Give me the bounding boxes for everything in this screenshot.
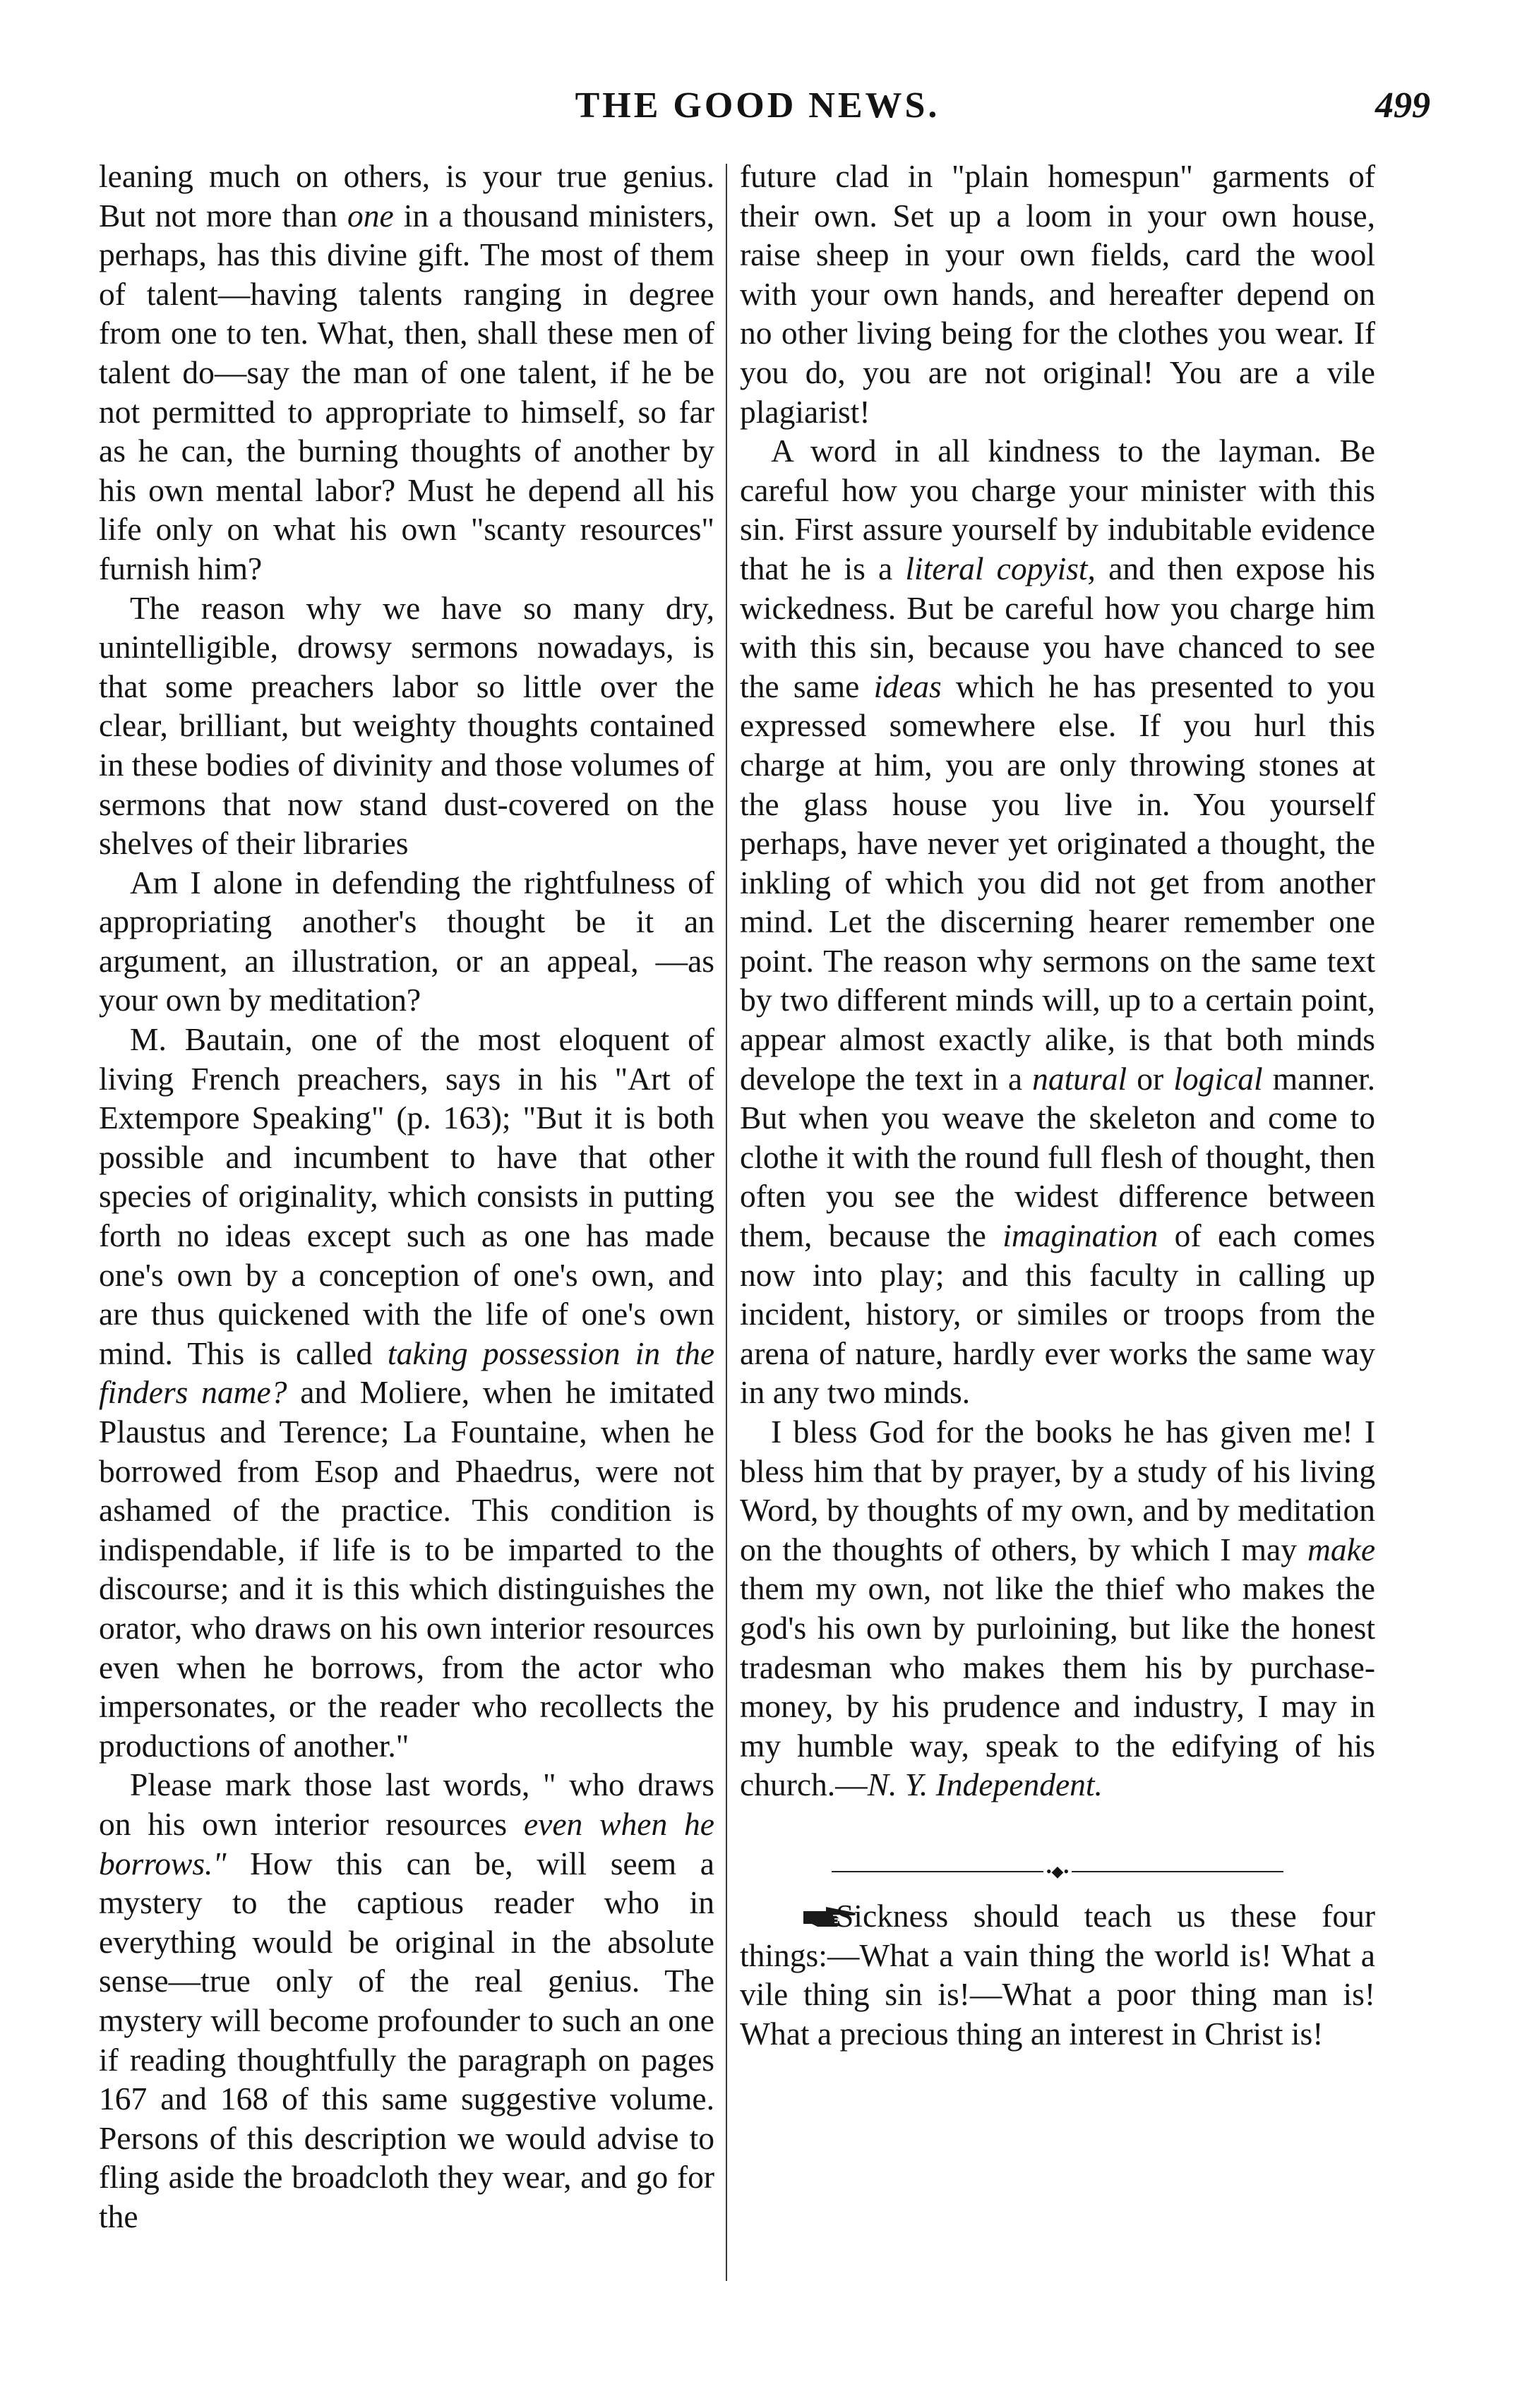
emphasis: one — [347, 197, 394, 234]
article-source: N. Y. Independent. — [867, 1766, 1103, 1803]
column-divider — [726, 164, 727, 2281]
ornament-mark: •◆• — [1046, 1862, 1070, 1880]
pointing-hand-icon — [771, 1899, 826, 1925]
emphasis: even when he borrows." — [99, 1805, 715, 1882]
text-run: A word in all kindness to the layman. Be careful how you charge your minister with this sin. First assure yourself by indubitable evidence that he is a — [740, 433, 1375, 586]
paragraph — [740, 431, 1375, 1412]
text-run: in a thousand ministers, perhaps, has this divine gift. The most of them of talent—having talents ranging in degree from one to ten. What, then, shall these men of talent do—say the man of one talent, if he be not permitted to appropriate to himself, so far as he can, the burning thoughts of another by his own mental labor? Must he depend all his life only on what his own "scanty resources" furnish him? — [99, 197, 714, 586]
section-ornament — [740, 1848, 1375, 1880]
emphasis: ideas — [873, 668, 942, 704]
emphasis: logical — [1173, 1060, 1263, 1097]
left-column — [99, 157, 714, 2236]
text-run: leaning much on others, is your true genius. But not more than — [99, 158, 714, 234]
text-run: and Moliere, when he imitated Plaustus and Terence; La Fountaine, when he borrowed from Esop and Phaedrus, were not ashamed of the practice. This condition is indispendable, if life is to be imparted to the discourse; and it is this which distinguishes the orator, who draws on his own interior resources even when he borrows, from the actor who impersonates, or the reader who recollects the productions of another." — [99, 1374, 714, 1764]
page-number: 499 — [1375, 85, 1430, 126]
ornament-rule — [1072, 1871, 1283, 1872]
text-run: M. Bautain, one of the most eloquent of living French preachers, says in his "Art of Extempore Speaking" (p. 163); "But it is both possible and incumbent to have that other species of originality, which consists in putting forth no ideas except such as one has made one's own by a conception of one's own, and are thus quickened with the life of one's own mind. This is called — [99, 1021, 714, 1371]
emphasis: imagination — [1002, 1217, 1158, 1254]
running-title: THE GOOD NEWS. — [575, 85, 940, 126]
paragraph — [740, 1412, 1375, 1805]
text-run: Please mark those last words, " who draws on his own interior resources — [99, 1766, 714, 1842]
text-run: of each comes now into play; and this faculty in calling up incident, history, or similes or troops from the arena of nature, hardly ever works the same way in any two minds. — [740, 1217, 1376, 1411]
text-run: and then expose his wickedness. But be careful how you charge him with this sin, because you have chanced to see the same — [740, 550, 1376, 704]
running-head — [85, 85, 1430, 134]
paragraph: future clad in "plain homespun" garments of their own. Set up a loom in your own house, raise sheep in your own fields, card the wool with your own hands, and hereafter depend on no other living being for the clothes you wear. If you do, you are not original! You are a vile plagiarist! — [740, 158, 1375, 430]
right-column — [740, 157, 1375, 2053]
text-run: I bless God for the books he has given me! I bless him that by prayer, by a study of his living Word, by thoughts of my own, and by meditation on the thoughts of others, by which I may — [740, 1414, 1375, 1567]
text-run: manner. But when you weave the skeleton and come to clothe it with the round full flesh of thought, then often you see the widest difference between them, because the — [740, 1060, 1376, 1254]
paragraph — [99, 1765, 714, 2236]
emphasis: taking possession in the finders name? — [99, 1335, 715, 1411]
emphasis: make — [1307, 1531, 1376, 1567]
paragraph — [99, 157, 714, 589]
emphasis: natural — [1032, 1060, 1127, 1097]
paragraph — [740, 1896, 1375, 2053]
ornament-rule — [832, 1871, 1043, 1872]
paragraph — [99, 1020, 714, 1765]
text-run: which he has presented to you expressed somewhere else. If you hurl this charge at him, you are only throwing stones at the glass house you live in. You yourself perhaps, have never yet originated a thought, the inkling of which you did not get from another mind. Let the discerning hearer remember one point. The reason why sermons on the same text by two different minds will, up to a certain point, appear almost exactly alike, is that both minds develope the text in a — [740, 668, 1375, 1097]
emphasis: literal copyist, — [905, 550, 1096, 586]
paragraph: Am I alone in defending the rightfulness of appropriating another's thought be it an argument, an illustration, or an appeal, —as your own by meditation? — [99, 864, 714, 1018]
text-run: How this can be, will seem a mystery to the captious reader who in everything would be original in the absolute sense—true only of the real genius. The mystery will become profounder to such an one if reading thoughtfully the paragraph on pages 167 and 168 of this same suggestive volume. Persons of this description we would advise to fling aside the broadcloth they wear, and go for the — [99, 1845, 714, 2234]
paragraph: The reason why we have so many dry, unintelligible, drowsy sermons nowadays, is that some preachers labor so little over the clear, brilliant, but weighty thoughts contained in these bodies of divinity and those volumes of sermons that now stand dust-covered on the shelves of their libraries — [99, 589, 714, 862]
text-run: or — [1137, 1060, 1164, 1097]
sickness-note: Sickness should teach us these four things:—What a vain thing the world is! What a vile thing sin is!—What a poor thing man is! What a precious thing an interest in Christ is! — [740, 1897, 1375, 2052]
text-run: them my own, not like the thief who makes the god's his own by purloining, but like the honest tradesman who makes them his by purchase-money, by his prudence and industry, I may in my humble way, speak to the edifying of his church.— — [740, 1570, 1375, 1803]
